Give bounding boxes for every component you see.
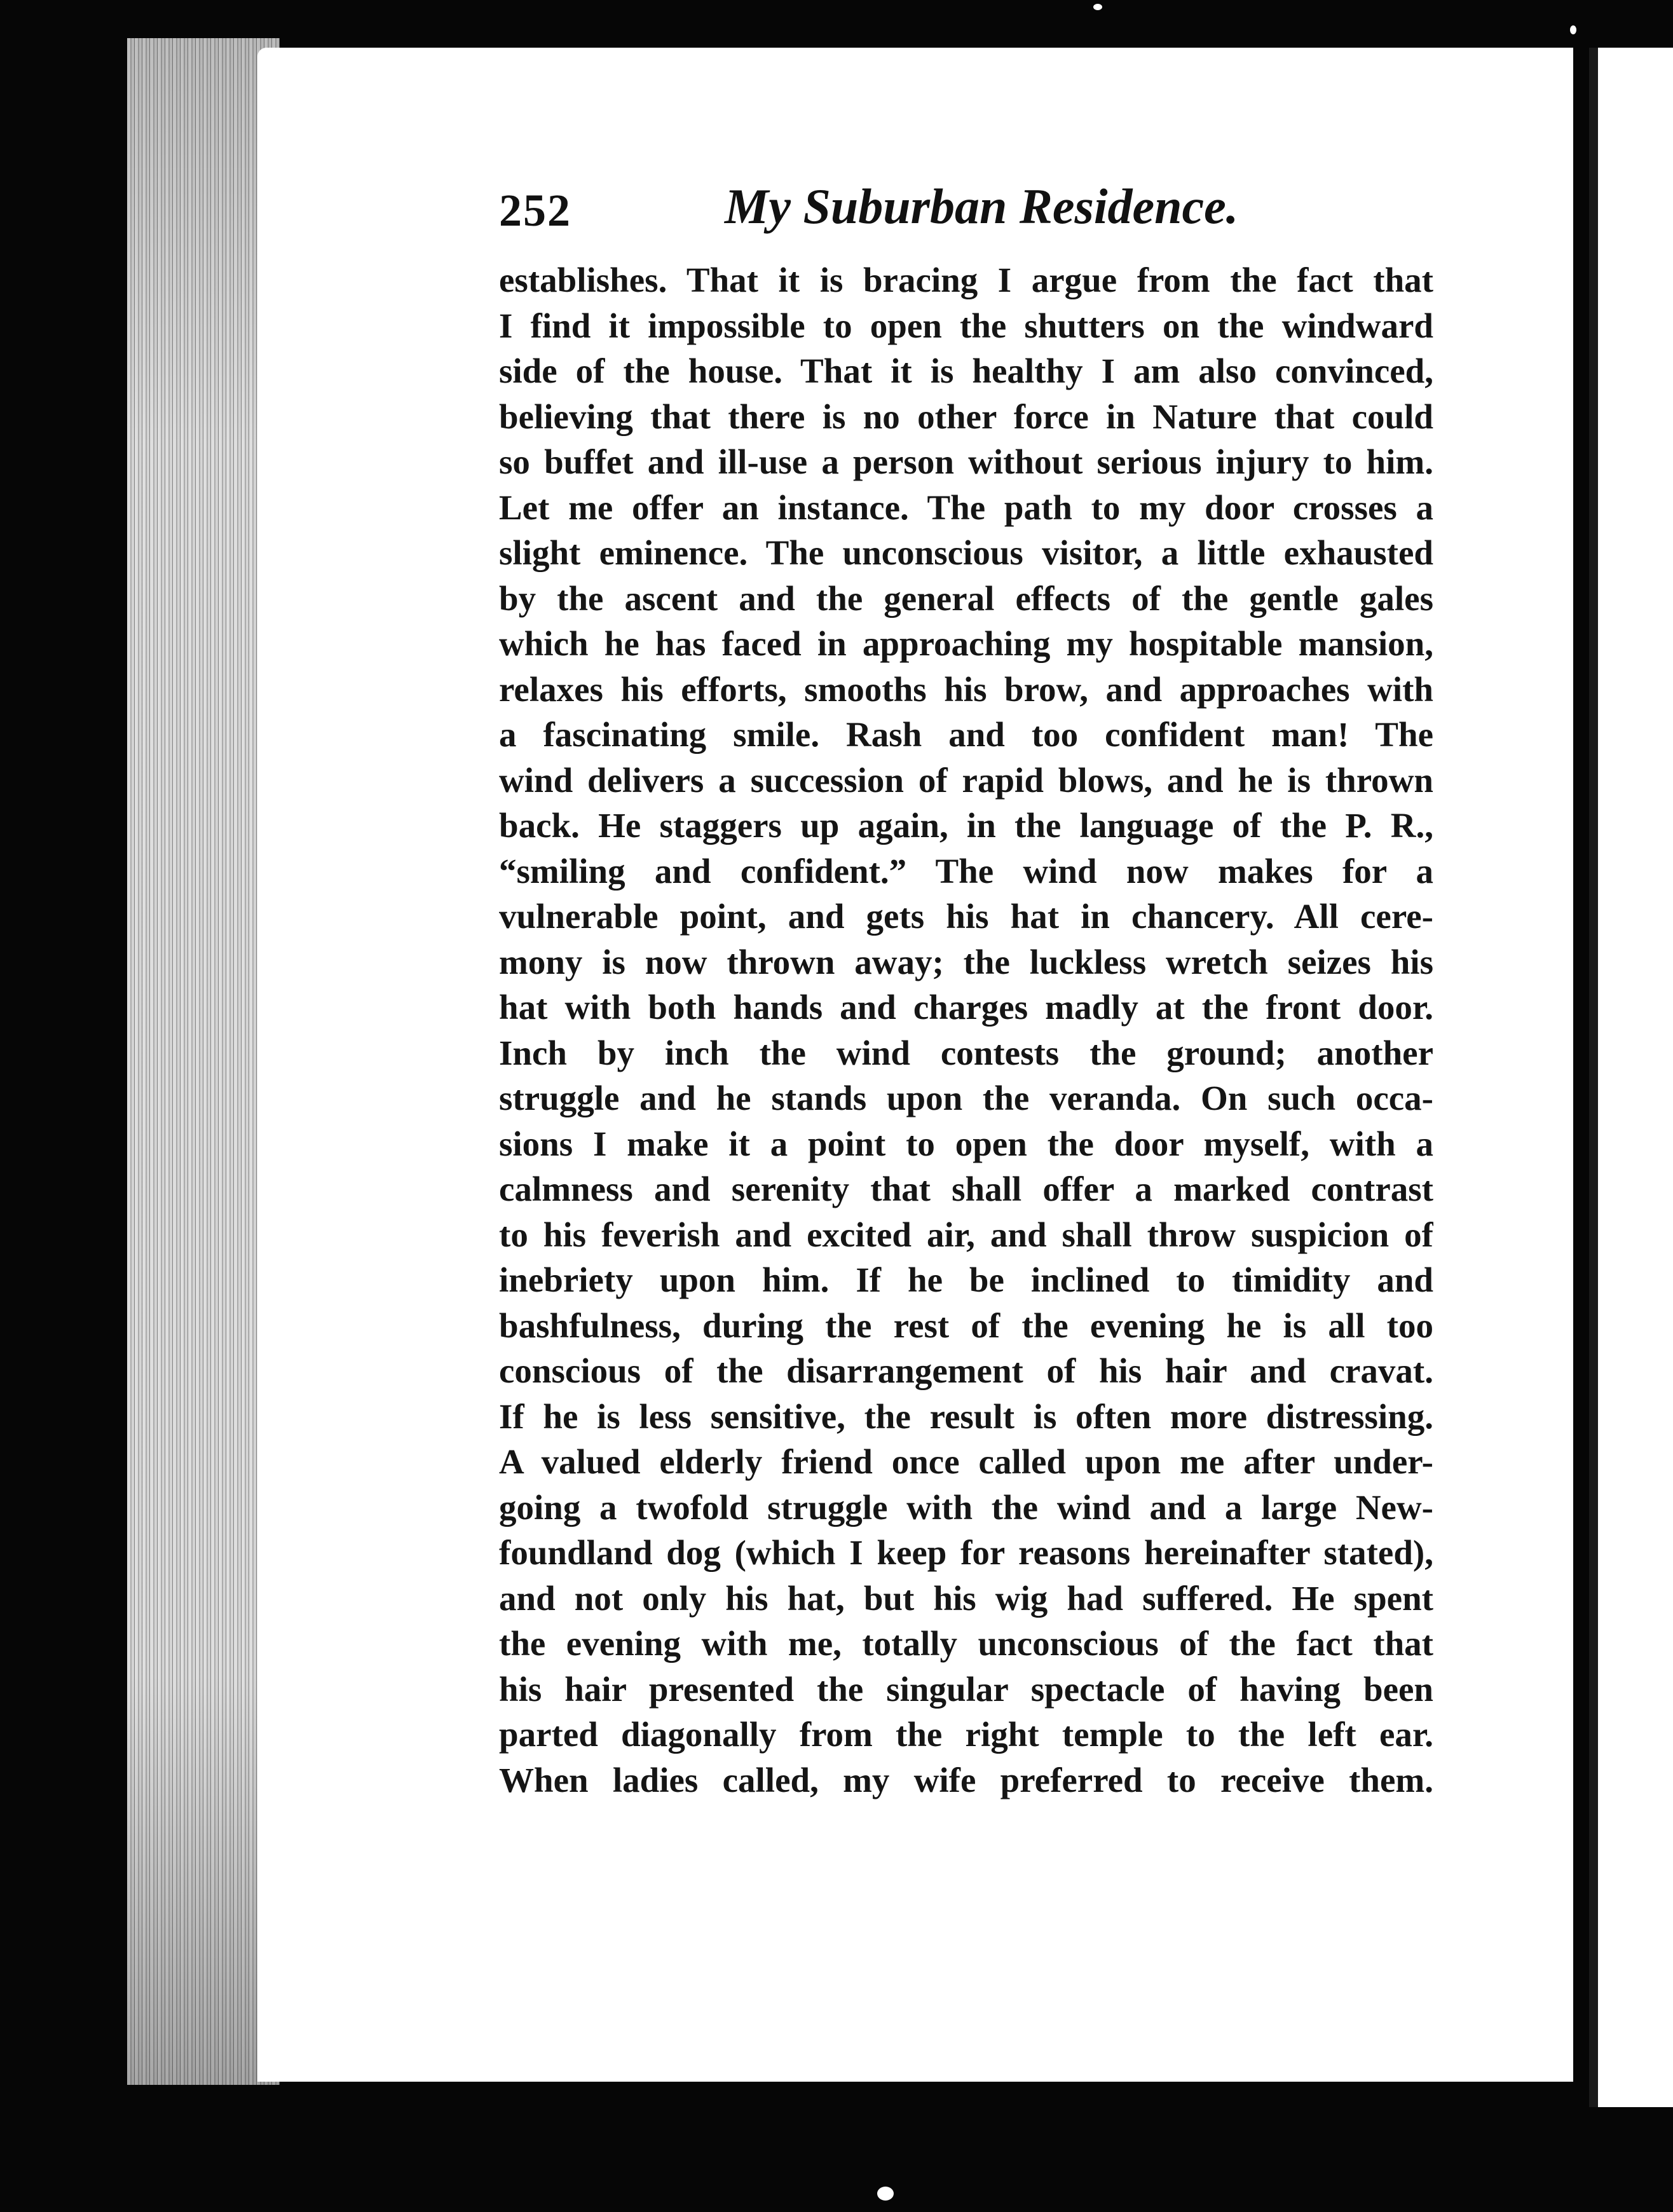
text-line: “smiling and confident.” The wind now makes for a	[499, 851, 1433, 891]
text-line: the evening with me, totally unconscious of the fact that	[499, 1624, 1433, 1663]
page-edges-shadow	[127, 38, 280, 2085]
text-line: When ladies called, my wife preferred to receive them.	[499, 1760, 1433, 1799]
page-number: 252	[499, 185, 571, 236]
text-line: mony is now thrown away; the luckless wretch seizes his	[499, 942, 1433, 981]
text-line: foundland dog (which I keep for reasons hereinafter stated),	[499, 1533, 1433, 1572]
text-line: Inch by inch the wind contests the ground; another	[499, 1033, 1433, 1072]
text-line: Let me offer an instance. The path to my door crosses a	[499, 488, 1433, 527]
text-line: wind delivers a succession of rapid blows, and he is thrown	[499, 760, 1433, 800]
text-line: hat with both hands and charges madly at the front door.	[499, 988, 1433, 1027]
scan-speck	[877, 2187, 894, 2201]
text-line: parted diagonally from the right temple to the left ear.	[499, 1715, 1433, 1754]
text-line: sions I make it a point to open the door myself, with a	[499, 1124, 1433, 1163]
text-line: side of the house. That it is healthy I am also convinced,	[499, 352, 1433, 390]
text-line: vulnerable point, and gets his hat in chancery. All cere-	[499, 897, 1433, 936]
text-line: to his feverish and excited air, and shall throw suspicion of	[499, 1215, 1433, 1254]
running-title: My Suburban Residence.	[725, 179, 1239, 234]
text-line: inebriety upon him. If he be inclined to timidity and	[499, 1260, 1433, 1299]
text-line: and not only his hat, but his wig had suffered. He spent	[499, 1578, 1433, 1618]
text-line: If he is less sensitive, the result is often more distressing.	[499, 1396, 1433, 1436]
text-line: relaxes his efforts, smooths his brow, and approaches with	[499, 669, 1433, 709]
text-line: so buffet and ill-use a person without serious injury to him.	[499, 442, 1433, 481]
text-line: going a twofold struggle with the wind and a large New-	[499, 1487, 1433, 1527]
body-text	[499, 257, 1433, 1803]
text-line: his hair presented the singular spectacle of having been	[499, 1669, 1433, 1709]
text-line: bashfulness, during the rest of the evening he is all too	[499, 1306, 1433, 1345]
text-line: believing that there is no other force in Nature that could	[499, 397, 1433, 436]
running-head	[499, 178, 1452, 254]
text-line: back. He staggers up again, in the language of the P. R.,	[499, 806, 1433, 845]
scan-speck	[1093, 4, 1102, 10]
text-line: by the ascent and the general effects of the gentle gales	[499, 578, 1433, 618]
text-line: A valued elderly friend once called upon me after under-	[499, 1442, 1433, 1481]
text-line: which he has faced in approaching my hospitable mansion,	[499, 624, 1433, 663]
text-line: establishes. That it is bracing I argue from the fact that	[499, 261, 1433, 299]
facing-page-edge	[1589, 48, 1673, 2107]
text-line: I find it impossible to open the shutters on the windward	[499, 306, 1433, 345]
text-line: conscious of the disarrangement of his hair and cravat.	[499, 1351, 1433, 1390]
scan-speck	[1570, 25, 1576, 34]
text-line: struggle and he stands upon the veranda. On such occa-	[499, 1079, 1433, 1117]
text-line: a fascinating smile. Rash and too confident man! The	[499, 715, 1433, 754]
text-line: slight eminence. The unconscious visitor, a little exhausted	[499, 533, 1433, 572]
text-line: calmness and serenity that shall offer a marked contrast	[499, 1170, 1433, 1208]
